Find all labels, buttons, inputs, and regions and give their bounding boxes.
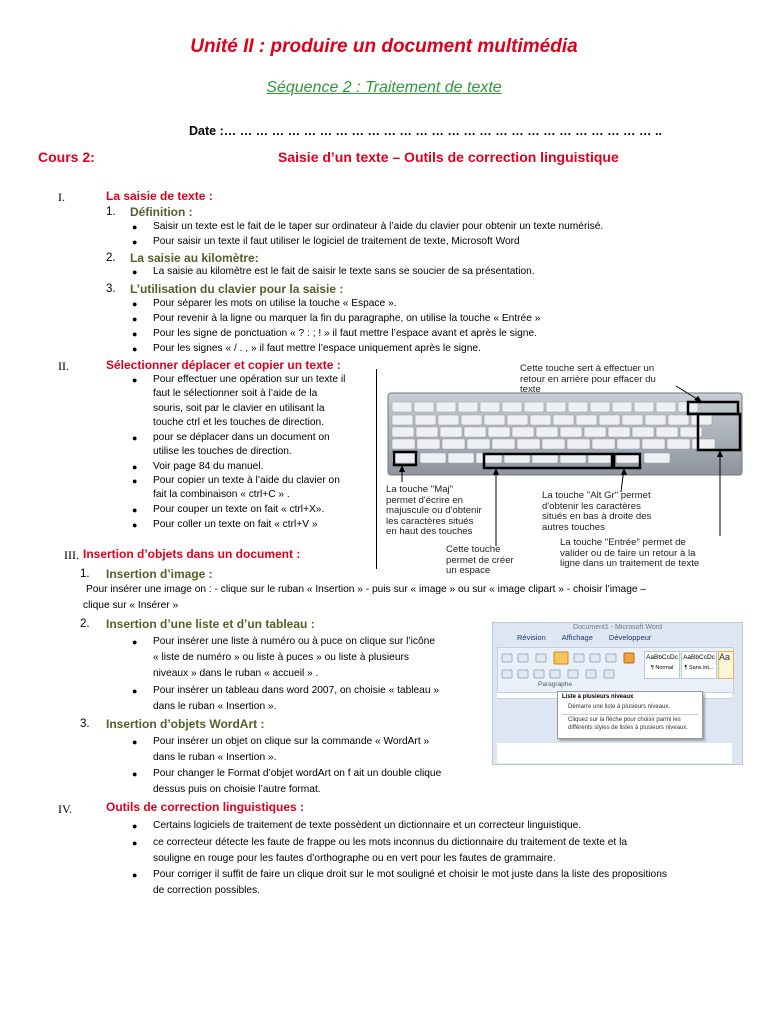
- word-ribbon-screenshot: [492, 622, 743, 765]
- style-sans-interligne[interactable]: AaBbCcDc ¶ Sans int...: [681, 651, 717, 679]
- group-label: Paragraphe: [538, 681, 572, 688]
- keyboard-key: [642, 439, 665, 449]
- bullet-icon: ●: [132, 870, 138, 880]
- bullet-icon: ●: [132, 299, 138, 309]
- list-item: Pour insérer un tableau dans word 2007, on choisie « tableau » dans le ruban « Insertion ».: [153, 685, 440, 712]
- keyboard-key: [546, 402, 566, 412]
- keyboard-key: [480, 402, 500, 412]
- keyboard-key: [530, 415, 551, 425]
- list-item: Pour coller un texte on fait « ctrl+V »: [153, 519, 318, 530]
- bullet-icon: ●: [132, 769, 138, 779]
- list-item: Pour effectuer une opération sur un texte il faut le sélectionner soit à l’aide de la souris, soit par le clavier en utilisant la touche ctrl et les touches de direction.: [153, 374, 346, 429]
- keyboard-key: [461, 415, 482, 425]
- bullet-icon: ●: [132, 344, 138, 354]
- keyboard-key: [668, 415, 689, 425]
- keyboard-key: [622, 415, 643, 425]
- keyboard-key: [560, 427, 582, 437]
- bullet-icon: ●: [132, 686, 138, 696]
- subsection-number: 3.: [80, 718, 90, 730]
- keyboard-key: [617, 439, 640, 449]
- style-title[interactable]: Aa: [718, 651, 734, 679]
- list-item: Pour séparer les mots on utilise la touche « Espace ».: [153, 298, 397, 309]
- keyboard-key: [458, 402, 478, 412]
- section-number: III.: [64, 548, 79, 562]
- keyboard-key: [420, 453, 446, 463]
- paragraph: Pour insérer une image on : - clique sur le ruban « Insertion » - puis sur « image » ou sur « image clipart » - choisir l’image – clique sur « Insérer »: [83, 584, 647, 611]
- keyboard-key: [645, 415, 666, 425]
- annotation-altgr: La touche "Alt Gr" permet d'obtenir les caractères situés en bas à droite des autres touches: [542, 490, 652, 533]
- keyboard-key: [467, 439, 490, 449]
- list-item: Voir page 84 du manuel.: [153, 461, 264, 472]
- list-item: Pour revenir à la ligne ou marquer la fin du paragraphe, on utilise la touche « Entrée »: [153, 313, 541, 324]
- keyboard-key: [568, 402, 588, 412]
- bullet-icon: ●: [132, 375, 138, 385]
- keyboard-key: [567, 439, 590, 449]
- section-title: Insertion d’objets dans un document :: [83, 547, 301, 561]
- bullet-icon: ●: [132, 520, 138, 530]
- keyboard-key: [656, 402, 676, 412]
- tooltip-text: Démarre une liste à plusieurs niveaux.: [568, 703, 671, 710]
- keyboard-figure: [376, 363, 768, 576]
- style-normal[interactable]: AaBbCcDc ¶ Normal: [644, 651, 680, 679]
- keyboard-key: [392, 427, 414, 437]
- keyboard-key: [612, 402, 632, 412]
- keyboard-key: [417, 439, 440, 449]
- bullet-icon: ●: [132, 222, 138, 232]
- keyboard-key: [592, 439, 615, 449]
- keyboard-key: [576, 415, 597, 425]
- keyboard-key: [484, 415, 505, 425]
- section-title: Sélectionner déplacer et copier un texte :: [106, 358, 341, 372]
- subsection-number: 2.: [106, 252, 116, 264]
- list-item: Pour les signes « / . , » il faut mettre l’espace uniquement après le signe.: [153, 343, 481, 354]
- bullet-icon: ●: [132, 462, 138, 472]
- subsection-title: La saisie au kilomètre:: [130, 251, 259, 265]
- bullet-icon: ●: [132, 329, 138, 339]
- list-item: Saisir un texte est le fait de le taper sur ordinateur à l’aide du clavier pour obtenir un texte numérisé.: [153, 221, 604, 232]
- keyboard-key: [507, 415, 528, 425]
- keyboard-key: [691, 415, 712, 425]
- ribbon-panel: [497, 647, 734, 693]
- bullet-icon: ●: [132, 476, 138, 486]
- subsection-title: Définition :: [130, 205, 193, 219]
- bullet-icon: ●: [132, 314, 138, 324]
- keyboard-key: [438, 415, 459, 425]
- keyboard-key: [415, 415, 436, 425]
- list-item: ce correcteur détecte les faute de frappe ou les mots inconnus du dictionnaire du traitement de texte et la souligne en rouge pour les fautes d’orthographe ou en vert pour les fautes de grammaire.: [153, 837, 627, 864]
- bullet-icon: ●: [132, 838, 138, 848]
- annotation-backspace: Cette touche sert à effectuer un retour en arrière pour effacer du texte: [520, 363, 656, 395]
- cours-label: Cours 2:: [38, 149, 95, 165]
- keyboard-key: [492, 439, 515, 449]
- subsection-title: L’utilisation du clavier pour la saisie :: [130, 282, 344, 296]
- list-item: Pour changer le Format d’objet wordArt on f ait un double clique dessus puis on choisie l’autre format.: [153, 768, 442, 795]
- annotation-entree: La touche "Entrée" permet de valider ou de faire un retour à la ligne dans un traitement de texte: [560, 537, 700, 569]
- keyboard-key: [414, 402, 434, 412]
- ribbon-tabs: [493, 632, 742, 643]
- keyboard-key: [436, 402, 456, 412]
- keyboard-key: [442, 439, 465, 449]
- tab-developpeur[interactable]: Développeur: [608, 633, 652, 642]
- subsection-number: 2.: [80, 618, 90, 630]
- keyboard-key: [416, 427, 438, 437]
- subsection-number: 1.: [80, 568, 90, 580]
- date-line: Date :… … … … … … … … … … … … … … … … … … … … … … … … … … … ..: [189, 124, 662, 138]
- keyboard-key: [536, 427, 558, 437]
- subsection-title: Insertion d’une liste et d’un tableau :: [106, 617, 315, 631]
- list-item: Pour corriger il suffit de faire un clique droit sur le mot souligné et choisir le mot juste dans la liste des propositions de correction possibles.: [153, 869, 667, 896]
- keyboard-key: [634, 402, 654, 412]
- window-title: Document1 - Microsoft Word: [573, 624, 662, 631]
- section-title: La saisie de texte :: [106, 189, 213, 203]
- section-number: II.: [58, 359, 69, 373]
- sequence-title: Séquence 2 : Traitement de texte: [266, 79, 502, 96]
- subsection-title: Insertion d’objets WordArt :: [106, 717, 265, 731]
- keyboard-key: [608, 427, 630, 437]
- subsection-title: Insertion d’image :: [106, 567, 213, 581]
- keyboard-key: [517, 439, 540, 449]
- list-item: Certains logiciels de traitement de texte possèdent un dictionnaire et un correcteur linguistique.: [153, 820, 582, 831]
- list-item: La saisie au kilomètre est le fait de saisir le texte sans se soucier de sa présentation.: [153, 266, 535, 277]
- keyboard-key: [692, 439, 715, 449]
- keyboard-key: [464, 427, 486, 437]
- keyboard-key: [644, 453, 670, 463]
- keyboard-key: [656, 427, 678, 437]
- keyboard-key: [448, 453, 474, 463]
- keyboard-key: [392, 402, 412, 412]
- document-title: Unité II : produire un document multimédia: [190, 36, 578, 57]
- tooltip: [557, 691, 703, 739]
- section-number: I.: [58, 190, 65, 204]
- bullet-icon: ●: [132, 737, 138, 747]
- keyboard-key: [553, 415, 574, 425]
- keyboard-key: [599, 415, 620, 425]
- keyboard-key: [392, 439, 415, 449]
- keyboard-key: [440, 427, 462, 437]
- tab-affichage[interactable]: Affichage: [561, 633, 593, 642]
- list-item: Pour copier un texte à l’aide du clavier on fait la combinaison « ctrl+C » .: [153, 475, 340, 501]
- subsection-number: 3.: [106, 283, 116, 295]
- keyboard-key: [502, 402, 522, 412]
- list-item: Pour insérer un objet on clique sur la commande « WordArt » dans le ruban « Insertion ».: [153, 736, 430, 763]
- cours-title: Saisie d’un texte – Outils de correction linguistique: [278, 149, 619, 165]
- tooltip-text: différents styles de listes à plusieurs niveaux.: [568, 724, 688, 731]
- tooltip-text: Cliquez sur la flèche pour choisir parmi les: [562, 714, 698, 725]
- keyboard-key: [542, 439, 565, 449]
- list-item: Pour insérer une liste à numéro ou à puce on clique sur l’icône « liste de numéro » ou liste à puces » ou liste à plusieurs niveaux » dans le ruban « accueil » .: [153, 636, 436, 679]
- annotation-maj: La touche "Maj" permet d'écrire en majuscule ou d'obtenir les caractères situés en haut des touches: [386, 484, 482, 537]
- bullet-icon: ●: [132, 237, 138, 247]
- bullet-icon: ●: [132, 433, 138, 443]
- keyboard-key: [667, 439, 690, 449]
- list-item: Pour saisir un texte il faut utiliser le logiciel de traitement de texte, Microsoft Word: [153, 236, 520, 247]
- tab-revision[interactable]: Révision: [517, 633, 546, 642]
- bullet-icon: ●: [132, 637, 138, 647]
- keyboard-key: [488, 427, 510, 437]
- keyboard-key: [524, 402, 544, 412]
- subsection-number: 1.: [106, 206, 116, 218]
- keyboard-key: [392, 415, 413, 425]
- keyboard-key: [584, 427, 606, 437]
- keyboard-key: [512, 427, 534, 437]
- document-area: [497, 743, 732, 763]
- keyboard-key: [632, 427, 654, 437]
- list-item: Pour couper un texte on fait « ctrl+X».: [153, 504, 325, 515]
- bullet-icon: ●: [132, 505, 138, 515]
- bullet-icon: ●: [132, 267, 138, 277]
- list-item: Pour les signe de ponctuation « ? : ; ! » il faut mettre l’espace avant et après le signe.: [153, 328, 537, 339]
- keyboard-key: [590, 402, 610, 412]
- section-number: IV.: [58, 802, 73, 816]
- list-item: pour se déplacer dans un document on utilise les touches de direction.: [153, 432, 330, 458]
- keyboard-key: [392, 453, 418, 463]
- section-title: Outils de correction linguistiques :: [106, 800, 305, 814]
- bullet-icon: ●: [132, 821, 138, 831]
- tooltip-title: Liste à plusieurs niveaux: [562, 694, 634, 700]
- annotation-espace: Cette touche permet de créer un espace: [446, 544, 514, 576]
